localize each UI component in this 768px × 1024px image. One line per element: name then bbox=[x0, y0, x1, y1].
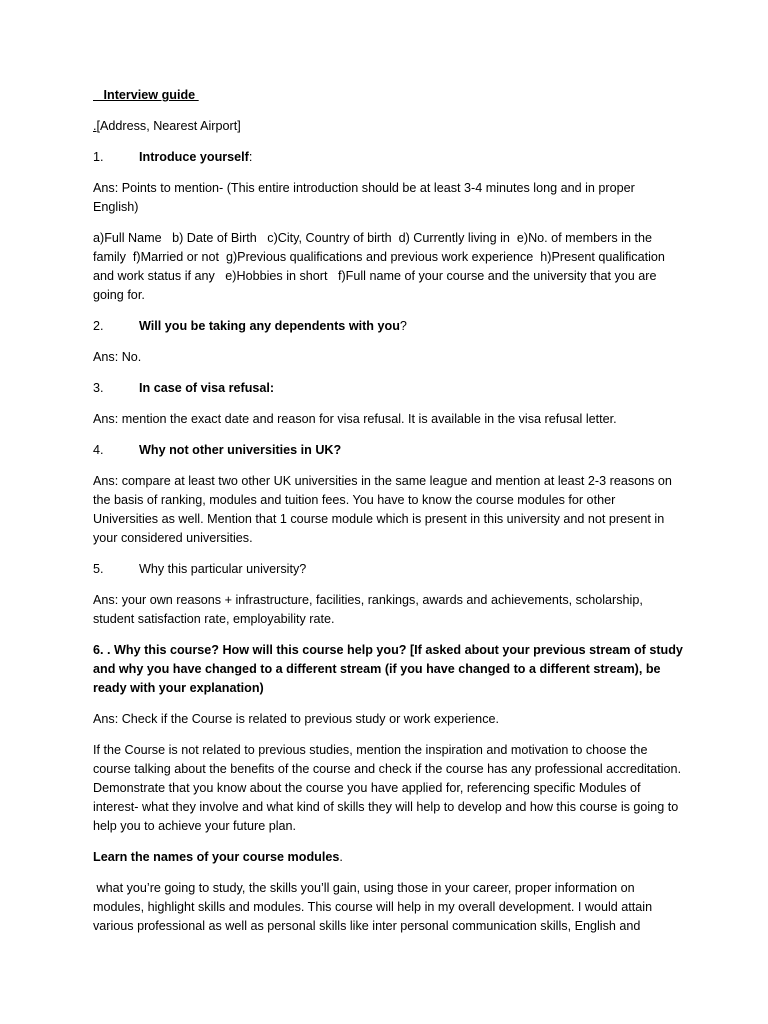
address-line bbox=[93, 117, 683, 136]
question-text: Why not other universities in UK? bbox=[139, 443, 342, 457]
answer-4: Ans: compare at least two other UK universities in the same league and mention at least 2-3 reasons on the basis of ranking, modules and tuition fees. You have to know the course modules for other Universities as well. Mention that 1 course module which is present in this university and not present in your considered universities. bbox=[93, 474, 672, 545]
question-number: 5. bbox=[93, 562, 104, 576]
question-mark: ? bbox=[399, 319, 407, 333]
question-text: Will you be taking any dependents with you bbox=[139, 319, 400, 333]
question-number: 1. bbox=[93, 150, 104, 164]
document-title bbox=[93, 86, 683, 105]
question-6: 6. . Why this course? How will this course help you? [If asked about your previous stream of study and why you have changed to a different stream (if you have changed to a different stream), be ready with your explanation) bbox=[93, 643, 683, 695]
answer-1-intro: Ans: Points to mention- (This entire introduction should be at least 3-4 minutes long and in proper English) bbox=[93, 181, 635, 214]
question-text: In case of visa refusal: bbox=[139, 381, 275, 395]
paragraph-not-related: If the Course is not related to previous studies, mention the inspiration and motivation to choose the course talking about the benefits of the course and check if the course has any professional accreditation. Demonstrate that you know about the course you have applied for, referencing specific Modules of interest- what they involve and what kind of skills they will help to develop and how this course is going to help you to achieve your future plan. bbox=[93, 743, 682, 833]
answer-3: Ans: mention the exact date and reason for visa refusal. It is available in the visa refusal letter. bbox=[93, 412, 617, 426]
answer-1-points: a)Full Name b) Date of Birth c)City, Country of birth d) Currently living in e)No. of members in the family f)Married or not g)Previous qualifications and previous work experience h)Present qualification and work status if any e)Hobbies in short f)Full name of your course and the university that you are going for. bbox=[93, 231, 669, 302]
paragraph-course-study: what you’re going to study, the skills you’ll gain, using those in your career, proper information on modules, highlight skills and modules. This course will help in my overall development. I would attain various professional as well as personal skills like inter personal communication skills, English and bbox=[93, 881, 656, 933]
address-text: [Address, Nearest Airport] bbox=[96, 119, 241, 133]
title-text: Interview guide bbox=[93, 88, 199, 102]
question-4 bbox=[93, 441, 683, 460]
answer-5: Ans: your own reasons + infrastructure, facilities, rankings, awards and achievements, scholarship, student satisfaction rate, employability rate. bbox=[93, 593, 643, 626]
question-colon: : bbox=[248, 150, 253, 164]
question-3 bbox=[93, 379, 683, 398]
question-number: 3. bbox=[93, 381, 104, 395]
question-number: 4. bbox=[93, 443, 104, 457]
learn-modules-heading: Learn the names of your course modules bbox=[93, 850, 340, 864]
question-1 bbox=[93, 148, 683, 167]
answer-6: Ans: Check if the Course is related to previous study or work experience. bbox=[93, 712, 499, 726]
answer-2: Ans: No. bbox=[93, 350, 142, 364]
question-text: Introduce yourself bbox=[139, 150, 249, 164]
learn-modules-line bbox=[93, 848, 683, 867]
question-2 bbox=[93, 317, 683, 336]
question-5 bbox=[93, 560, 683, 579]
question-text: Why this particular university? bbox=[139, 562, 307, 576]
address-prefix: . bbox=[93, 119, 97, 133]
document-page bbox=[93, 86, 683, 948]
learn-modules-period: . bbox=[339, 850, 343, 864]
question-number: 2. bbox=[93, 319, 104, 333]
